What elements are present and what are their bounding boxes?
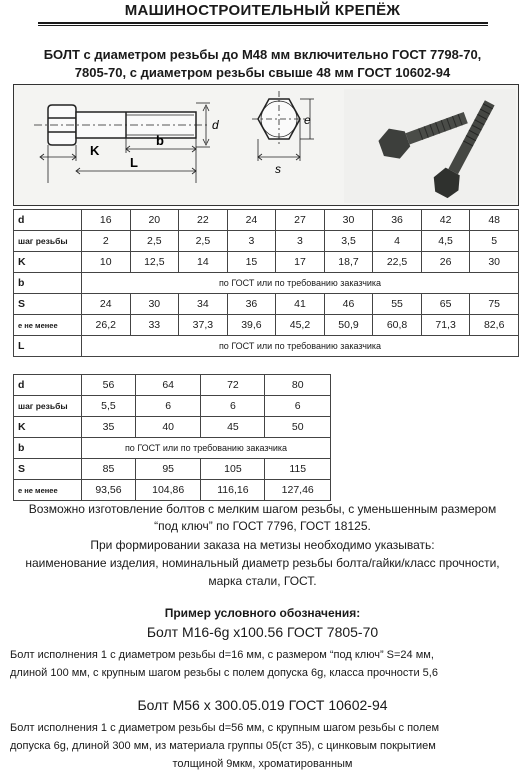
- table-cell: 36: [227, 294, 276, 315]
- subtitle-line-1: БОЛТ с диаметром резьбы до М48 мм включительно ГОСТ 7798-70,: [43, 47, 482, 62]
- table-cell: 12,5: [130, 252, 179, 273]
- example-1-desc-2: длиной 100 мм, с крупным шагом резьбы с полем допуска 6g, класса прочности 5,6: [10, 667, 438, 679]
- label-b: b: [156, 133, 164, 148]
- table-row: [14, 396, 331, 417]
- table-cell: 36: [373, 210, 422, 231]
- table-cell: 5,5: [82, 396, 136, 417]
- example-2-title: Болт М56 х 300.05.019 ГОСТ 10602-94: [137, 697, 388, 713]
- table-cell: 115: [265, 459, 331, 480]
- table-cell: 56: [82, 375, 136, 396]
- table-cell: 82,6: [470, 315, 519, 336]
- table-row: [14, 231, 519, 252]
- table-cell: 15: [227, 252, 276, 273]
- table-row: [14, 273, 519, 294]
- row-label: е не менее: [14, 315, 82, 336]
- row-label: е не менее: [14, 480, 82, 501]
- table-cell: 48: [470, 210, 519, 231]
- label-k: K: [90, 143, 100, 158]
- table-row: [14, 315, 519, 336]
- title-underline: [38, 22, 488, 24]
- table-cell: 3,5: [324, 231, 373, 252]
- table-cell: 45,2: [276, 315, 325, 336]
- table-cell: 3: [227, 231, 276, 252]
- table-cell: 39,6: [227, 315, 276, 336]
- table-cell: 20: [130, 210, 179, 231]
- table-row: [14, 294, 519, 315]
- table-cell: 26,2: [82, 315, 131, 336]
- table-cell: 10: [82, 252, 131, 273]
- table-cell: 2,5: [130, 231, 179, 252]
- table-cell: 14: [179, 252, 228, 273]
- table-row: [14, 336, 519, 357]
- table-cell: 75: [470, 294, 519, 315]
- table-cell: 33: [130, 315, 179, 336]
- table-cell: 22: [179, 210, 228, 231]
- note-line-2: “под ключ” по ГОСТ 7796, ГОСТ 18125.: [154, 519, 371, 533]
- table-cell: 35: [82, 417, 136, 438]
- row-label: b: [14, 273, 82, 294]
- table-cell: 42: [421, 210, 470, 231]
- note-line-5: марка стали, ГОСТ.: [208, 574, 317, 588]
- table-cell: 34: [179, 294, 228, 315]
- row-label: b: [14, 438, 82, 459]
- note-line-3: При формировании заказа на метизы необходимо указывать:: [90, 538, 435, 552]
- row-label: L: [14, 336, 82, 357]
- table-cell: 17: [276, 252, 325, 273]
- example-2-desc-3: толщиной 9мкм, хроматированным: [172, 758, 353, 770]
- table-cell: 45: [201, 417, 265, 438]
- title-underline-2: [38, 25, 488, 26]
- table-cell: 41: [276, 294, 325, 315]
- label-l: L: [130, 155, 138, 170]
- example-heading: Пример условного обозначения:: [164, 606, 361, 620]
- table-cell: 50,9: [324, 315, 373, 336]
- table-cell: 24: [227, 210, 276, 231]
- bolt-side-view-icon: [34, 103, 210, 183]
- row-label: d: [14, 210, 82, 231]
- table-cell: 40: [135, 417, 201, 438]
- row-label: шаг резьбы: [14, 396, 82, 417]
- table-cell: 60,8: [373, 315, 422, 336]
- drawing-panel: [13, 84, 519, 206]
- table-cell: 50: [265, 417, 331, 438]
- table-row: [14, 210, 519, 231]
- dimensions-table-m16-m48: [13, 209, 519, 357]
- table-cell: 3: [276, 231, 325, 252]
- table-cell: 85: [82, 459, 136, 480]
- table-cell: 26: [421, 252, 470, 273]
- table-cell: 6: [135, 396, 201, 417]
- table-cell: 30: [130, 294, 179, 315]
- table-cell: 6: [265, 396, 331, 417]
- table-cell: 71,3: [421, 315, 470, 336]
- note-line-1: Возможно изготовление болтов с мелким шагом резьбы, с уменьшенным размером: [28, 502, 497, 516]
- table-cell: 30: [470, 252, 519, 273]
- table-cell: 105: [201, 459, 265, 480]
- table-cell: 6: [201, 396, 265, 417]
- table-row: [14, 252, 519, 273]
- table-row: [14, 375, 331, 396]
- table-cell: 65: [421, 294, 470, 315]
- table-cell: 116,16: [201, 480, 265, 501]
- dimensions-table-m56-m80: [13, 374, 331, 501]
- table-cell: 22,5: [373, 252, 422, 273]
- example-2-desc-1: Болт исполнения 1 с диаметром резьбы d=56 мм, с крупным шагом резьбы с полем: [10, 722, 440, 734]
- table-cell: 4,5: [421, 231, 470, 252]
- label-e: e: [304, 113, 311, 127]
- page-title: МАШИНОСТРОИТЕЛЬНЫЙ КРЕПЁЖ: [124, 2, 401, 19]
- table-cell: 18,7: [324, 252, 373, 273]
- subtitle-line-2: 7805-70, с диаметром резьбы свыше 48 мм ГОСТ 10602-94: [74, 65, 451, 80]
- label-d: d: [212, 118, 219, 132]
- example-2-desc-2: допуска 6g, длиной 300 мм, из материала группы 05(ст 35), с цинковым покрытием: [10, 740, 436, 752]
- span-cell: по ГОСТ или по требованию заказчика: [82, 438, 331, 459]
- table-cell: 16: [82, 210, 131, 231]
- table-cell: 46: [324, 294, 373, 315]
- table-row: [14, 459, 331, 480]
- table-cell: 4: [373, 231, 422, 252]
- table-cell: 104,86: [135, 480, 201, 501]
- table-row: [14, 417, 331, 438]
- note-line-4: наименование изделия, номинальный диаметр резьбы болта/гайки/класс прочности,: [25, 556, 500, 570]
- table-cell: 2: [82, 231, 131, 252]
- table-row: [14, 480, 331, 501]
- table-cell: 93,56: [82, 480, 136, 501]
- row-label: S: [14, 459, 82, 480]
- label-s: s: [275, 162, 281, 176]
- table-cell: 127,46: [265, 480, 331, 501]
- table-cell: 27: [276, 210, 325, 231]
- table-cell: 80: [265, 375, 331, 396]
- span-cell: по ГОСТ или по требованию заказчика: [82, 336, 519, 357]
- row-label: шаг резьбы: [14, 231, 82, 252]
- table-cell: 37,3: [179, 315, 228, 336]
- table-cell: 24: [82, 294, 131, 315]
- example-1-title: Болт М16-6g х100.56 ГОСТ 7805-70: [146, 624, 379, 640]
- table-cell: 5: [470, 231, 519, 252]
- table-row: [14, 438, 331, 459]
- table-cell: 2,5: [179, 231, 228, 252]
- table-cell: 72: [201, 375, 265, 396]
- row-label: K: [14, 417, 82, 438]
- bolt-drawing: [14, 85, 520, 207]
- table-cell: 55: [373, 294, 422, 315]
- table-cell: 64: [135, 375, 201, 396]
- span-cell: по ГОСТ или по требованию заказчика: [82, 273, 519, 294]
- table-cell: 95: [135, 459, 201, 480]
- example-1-desc-1: Болт исполнения 1 с диаметром резьбы d=16 мм, с размером “под ключ” S=24 мм,: [10, 649, 434, 661]
- row-label: K: [14, 252, 82, 273]
- bolt-photo: [344, 89, 516, 203]
- table-cell: 30: [324, 210, 373, 231]
- row-label: d: [14, 375, 82, 396]
- row-label: S: [14, 294, 82, 315]
